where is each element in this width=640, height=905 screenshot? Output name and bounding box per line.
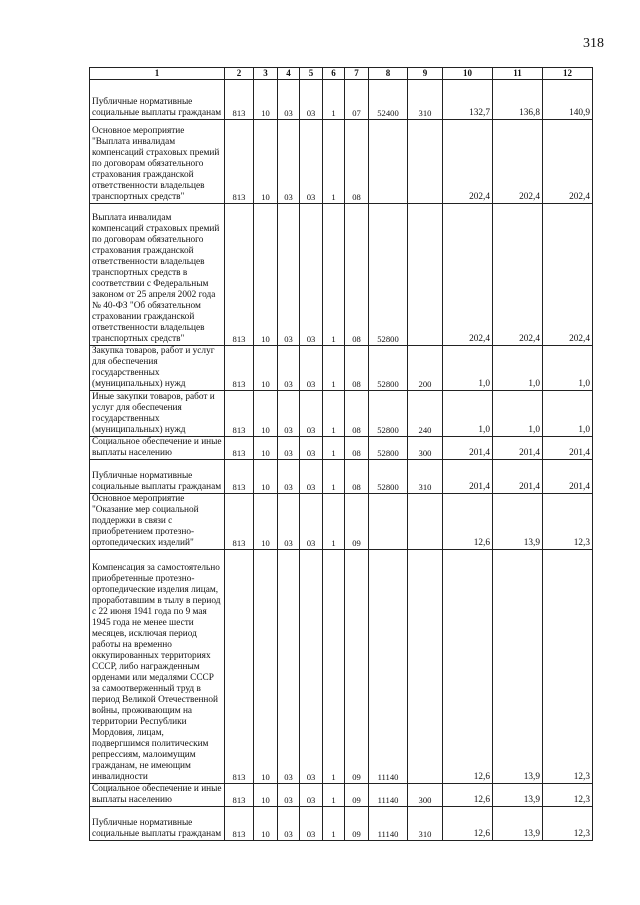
- code-cell: 03: [300, 784, 323, 807]
- budget-table: [89, 67, 593, 841]
- amount-cell: 12,3: [543, 494, 593, 550]
- amount-cell: 201,4: [543, 460, 593, 494]
- code-cell: 10: [254, 346, 278, 391]
- amount-cell: 136,8: [493, 80, 543, 120]
- code-cell: 08: [345, 346, 369, 391]
- row-name-cell: Компенсация за самостоятельно приобретенные протезно-ортопедические изделия лицам, проработавшим в тылу в период с 22 июня 1941 года по 9 мая 1945 года не менее шести месяцев, исключая период работы на временно оккупированных территориях СССР, либо награжденным орденами или медалями СССР за самоотверженный труд в период Великой Отечественной войны, проживающим на территории Республики Мордовия, лицам, подвергшимся политическим репрессиям, малоимущим гражданам, не имеющим инвалидности: [90, 550, 225, 784]
- code-cell: [369, 120, 408, 204]
- code-cell: 52800: [369, 391, 408, 437]
- code-cell: 10: [254, 550, 278, 784]
- code-cell: 03: [300, 494, 323, 550]
- code-cell: 07: [345, 80, 369, 120]
- code-cell: 03: [278, 460, 300, 494]
- code-cell: 10: [254, 120, 278, 204]
- amount-cell: 13,9: [493, 494, 543, 550]
- code-cell: 03: [300, 460, 323, 494]
- code-cell: 1: [323, 807, 345, 841]
- amount-cell: 12,6: [443, 494, 493, 550]
- amount-cell: 202,4: [443, 120, 493, 204]
- code-cell: 310: [408, 460, 443, 494]
- amount-cell: 202,4: [543, 204, 593, 346]
- code-cell: 310: [408, 80, 443, 120]
- code-cell: 08: [345, 391, 369, 437]
- code-cell: 09: [345, 550, 369, 784]
- code-cell: 03: [300, 120, 323, 204]
- code-cell: 10: [254, 437, 278, 460]
- code-cell: 310: [408, 807, 443, 841]
- code-cell: 52800: [369, 437, 408, 460]
- column-header: 1: [90, 68, 225, 80]
- table-row: [90, 807, 593, 841]
- code-cell: 813: [225, 550, 254, 784]
- table-row: [90, 120, 593, 204]
- code-cell: 813: [225, 204, 254, 346]
- code-cell: 08: [345, 120, 369, 204]
- code-cell: 52800: [369, 346, 408, 391]
- table-row: [90, 204, 593, 346]
- column-header: 10: [443, 68, 493, 80]
- row-name-cell: Публичные нормативные социальные выплаты гражданам: [90, 460, 225, 494]
- code-cell: 1: [323, 460, 345, 494]
- table-row: [90, 550, 593, 784]
- amount-cell: 13,9: [493, 807, 543, 841]
- code-cell: 03: [278, 346, 300, 391]
- row-name-cell: Публичные нормативные социальные выплаты гражданам: [90, 80, 225, 120]
- row-name-cell: Выплата инвалидам компенсаций страховых премий по договорам обязательного страхования гражданской ответственности владельцев транспортных средств в соответствии с Федеральным законом от 25 апреля 2002 года № 40-ФЗ "Об обязательном страховании гражданской ответственности владельцев транспортных средств": [90, 204, 225, 346]
- amount-cell: 140,9: [543, 80, 593, 120]
- code-cell: [408, 550, 443, 784]
- column-header: 9: [408, 68, 443, 80]
- amount-cell: 201,4: [443, 437, 493, 460]
- column-header: 11: [493, 68, 543, 80]
- code-cell: 1: [323, 437, 345, 460]
- code-cell: 03: [300, 437, 323, 460]
- column-header: 12: [543, 68, 593, 80]
- amount-cell: 12,3: [543, 784, 593, 807]
- table-row: [90, 391, 593, 437]
- amount-cell: 12,6: [443, 550, 493, 784]
- code-cell: 03: [278, 204, 300, 346]
- table-row: [90, 784, 593, 807]
- code-cell: 10: [254, 807, 278, 841]
- code-cell: 813: [225, 494, 254, 550]
- code-cell: 10: [254, 494, 278, 550]
- code-cell: 11140: [369, 784, 408, 807]
- code-cell: 10: [254, 204, 278, 346]
- code-cell: 813: [225, 460, 254, 494]
- header-row: [90, 68, 593, 80]
- column-header: 5: [300, 68, 323, 80]
- amount-cell: 1,0: [443, 391, 493, 437]
- code-cell: 813: [225, 784, 254, 807]
- code-cell: 52800: [369, 204, 408, 346]
- column-header: 4: [278, 68, 300, 80]
- code-cell: 813: [225, 80, 254, 120]
- row-name-cell: Закупка товаров, работ и услуг для обеспечения государственных (муниципальных) нужд: [90, 346, 225, 391]
- code-cell: 08: [345, 460, 369, 494]
- code-cell: 03: [300, 80, 323, 120]
- code-cell: 1: [323, 391, 345, 437]
- column-header: 3: [254, 68, 278, 80]
- code-cell: 09: [345, 784, 369, 807]
- amount-cell: 1,0: [543, 346, 593, 391]
- code-cell: 1: [323, 80, 345, 120]
- code-cell: 03: [300, 204, 323, 346]
- amount-cell: 13,9: [493, 784, 543, 807]
- code-cell: 10: [254, 80, 278, 120]
- code-cell: 10: [254, 391, 278, 437]
- amount-cell: 1,0: [493, 391, 543, 437]
- code-cell: 03: [300, 550, 323, 784]
- code-cell: 03: [278, 494, 300, 550]
- code-cell: 03: [300, 391, 323, 437]
- amount-cell: 12,3: [543, 807, 593, 841]
- code-cell: 03: [278, 391, 300, 437]
- code-cell: 11140: [369, 807, 408, 841]
- column-header: 8: [369, 68, 408, 80]
- amount-cell: 201,4: [493, 460, 543, 494]
- code-cell: 03: [278, 80, 300, 120]
- table-row: [90, 80, 593, 120]
- amount-cell: 1,0: [443, 346, 493, 391]
- code-cell: [369, 494, 408, 550]
- amount-cell: 202,4: [493, 120, 543, 204]
- row-name-cell: Публичные нормативные социальные выплаты гражданам: [90, 807, 225, 841]
- row-name-cell: Иные закупки товаров, работ и услуг для обеспечения государственных (муниципальных) нужд: [90, 391, 225, 437]
- code-cell: 03: [278, 784, 300, 807]
- code-cell: [408, 494, 443, 550]
- amount-cell: 201,4: [493, 437, 543, 460]
- code-cell: 10: [254, 460, 278, 494]
- code-cell: 08: [345, 204, 369, 346]
- amount-cell: 201,4: [543, 437, 593, 460]
- code-cell: 08: [345, 437, 369, 460]
- table-row: [90, 460, 593, 494]
- code-cell: 813: [225, 437, 254, 460]
- page-number: 318: [583, 36, 604, 51]
- table-row: [90, 437, 593, 460]
- code-cell: 1: [323, 784, 345, 807]
- code-cell: 03: [278, 550, 300, 784]
- code-cell: 52400: [369, 80, 408, 120]
- code-cell: 813: [225, 807, 254, 841]
- code-cell: 1: [323, 204, 345, 346]
- code-cell: 300: [408, 437, 443, 460]
- code-cell: 1: [323, 120, 345, 204]
- code-cell: 813: [225, 120, 254, 204]
- amount-cell: 12,6: [443, 807, 493, 841]
- amount-cell: 1,0: [543, 391, 593, 437]
- amount-cell: 202,4: [493, 204, 543, 346]
- code-cell: [408, 120, 443, 204]
- amount-cell: 132,7: [443, 80, 493, 120]
- code-cell: 52800: [369, 460, 408, 494]
- amount-cell: 13,9: [493, 550, 543, 784]
- code-cell: 11140: [369, 550, 408, 784]
- code-cell: 09: [345, 807, 369, 841]
- code-cell: 1: [323, 550, 345, 784]
- amount-cell: 201,4: [443, 460, 493, 494]
- code-cell: 03: [300, 807, 323, 841]
- code-cell: 240: [408, 391, 443, 437]
- code-cell: [408, 204, 443, 346]
- code-cell: 1: [323, 494, 345, 550]
- row-name-cell: Социальное обеспечение и иные выплаты населению: [90, 784, 225, 807]
- code-cell: 10: [254, 784, 278, 807]
- amount-cell: 12,6: [443, 784, 493, 807]
- row-name-cell: Основное мероприятие "Оказание мер социальной поддержки в связи с приобретением протезно-ортопедических изделий": [90, 494, 225, 550]
- code-cell: 03: [278, 120, 300, 204]
- code-cell: 03: [300, 346, 323, 391]
- column-header: 2: [225, 68, 254, 80]
- code-cell: 200: [408, 346, 443, 391]
- amount-cell: 1,0: [493, 346, 543, 391]
- amount-cell: 202,4: [443, 204, 493, 346]
- code-cell: 03: [278, 807, 300, 841]
- row-name-cell: Основное мероприятие "Выплата инвалидам компенсаций страховых премий по договорам обязательного страхования гражданской ответственности владельцев транспортных средств": [90, 120, 225, 204]
- column-header: 6: [323, 68, 345, 80]
- column-header: 7: [345, 68, 369, 80]
- amount-cell: 202,4: [543, 120, 593, 204]
- code-cell: 1: [323, 346, 345, 391]
- code-cell: 813: [225, 346, 254, 391]
- table-row: [90, 494, 593, 550]
- table-row: [90, 346, 593, 391]
- code-cell: 03: [278, 437, 300, 460]
- code-cell: 813: [225, 391, 254, 437]
- code-cell: 300: [408, 784, 443, 807]
- code-cell: 09: [345, 494, 369, 550]
- amount-cell: 12,3: [543, 550, 593, 784]
- row-name-cell: Социальное обеспечение и иные выплаты населению: [90, 437, 225, 460]
